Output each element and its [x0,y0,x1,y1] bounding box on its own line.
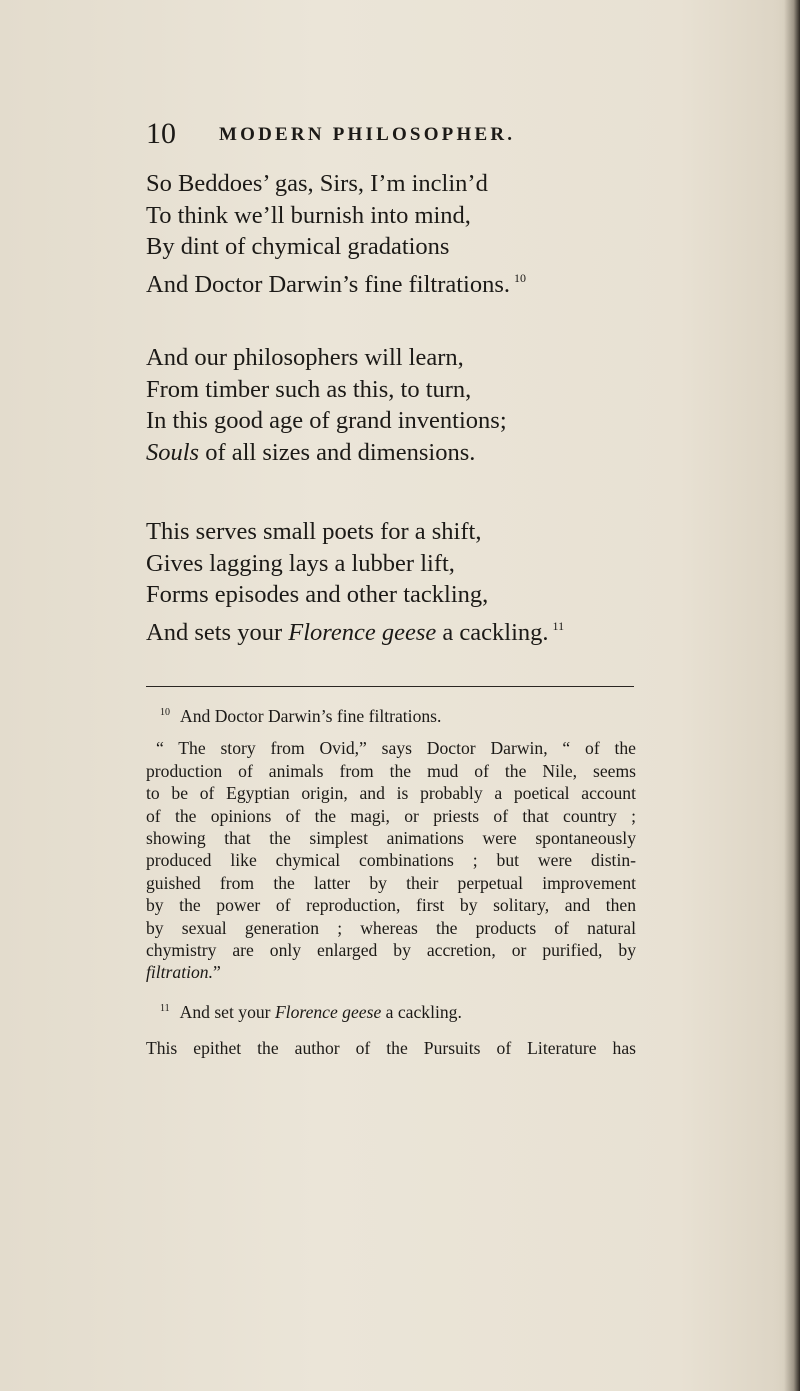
page-number: 10 [146,117,176,150]
footnote-line: guished from the latter by their perpetual improvement [146,872,636,893]
verse-line: Souls of all sizes and dimensions. [146,439,476,467]
footnote-10-heading: $^{10}$ And Doctor Darwin’s fine filtrations. [160,706,442,726]
footnote-line: showing that the simplest animations were spontaneously [146,828,636,849]
footnote-line: production of animals from the mud of the Nile, seems [146,760,636,781]
footnote-line: chymistry are only enlarged by accretion, or purified, by [146,940,636,961]
footnote-ref-11[interactable]: 11 [552,619,565,634]
stanza-1 [146,168,526,301]
footnote-11-heading: $^{11}$ And set your Florence geese a cackling. [160,1001,462,1022]
footnote-line: produced like chymical combinations ; but were distin- [146,850,636,871]
verse-line: And Doctor Darwin’s fine filtrations. $^{10}$ [146,271,527,299]
page-edge [784,0,800,1391]
running-head [146,118,586,150]
verse-line: By dint of chymical gradations [146,233,450,261]
footnote-10-body [146,737,636,983]
verse-line: And our philosophers will learn, [146,344,464,371]
footnote-line: by sexual generation ; whereas the products of natural [146,917,636,938]
verse-line: And sets your Florence geese a cackling. $^{11}$ [146,619,565,647]
stanza-2 [146,342,507,469]
footnote-11-line: This epithet the author of the Pursuits of Literature has [146,1038,636,1059]
footnote-line: by the power of reproduction, first by solitary, and then [146,895,636,916]
footnote-ref-10[interactable]: 10 [514,271,527,286]
verse-line: So Beddoes’ gas, Sirs, I’m inclin’d [146,170,488,197]
stanza-3 [146,516,564,649]
footnote-line: filtration.” [146,962,221,983]
footnote-line: to be of Egyptian origin, and is probably a poetical account [146,783,636,804]
verse-line: Forms episodes and other tackling, [146,581,489,609]
footnote-rule [146,686,634,687]
verse-line: Gives lagging lays a lubber lift, [146,549,455,577]
verse-line: In this good age of grand inventions; [146,407,507,435]
footnote-line: “ The story from Ovid,” says Doctor Darwin, “ of the [156,738,636,759]
running-title: MODERN PHILOSOPHER. [219,124,516,145]
verse-line: To think we’ll burnish into mind, [146,201,471,229]
verse-line: From timber such as this, to turn, [146,375,472,403]
footnotes [146,702,636,1060]
footnote-line: of the opinions of the magi, or priests of that country ; [146,805,636,826]
verse-line: This serves small poets for a shift, [146,518,482,545]
